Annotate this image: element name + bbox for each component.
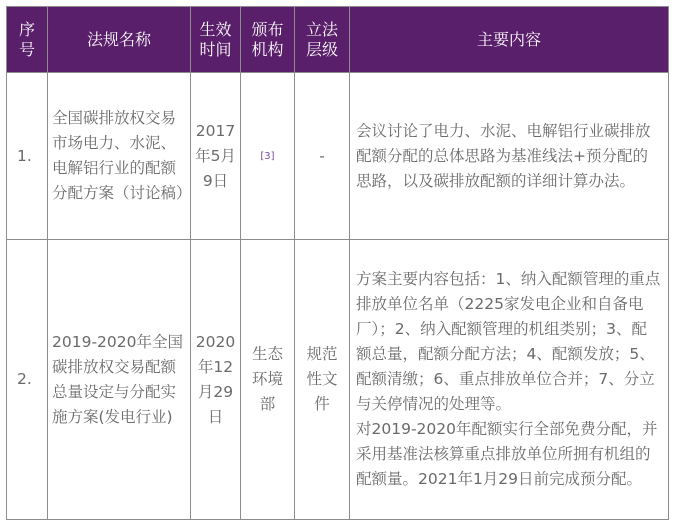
table-row — [7, 240, 669, 520]
row-name: 全国碳排放权交易市场电力、水泥、电解铝行业的配额分配方案（讨论稿） — [48, 73, 191, 240]
row-content: 会议讨论了电力、水泥、电解铝行业碳排放配额分配的总体思路为基准线法+预分配的思路，以及碳排放配额的详细计算办法。 — [350, 73, 669, 240]
table-row — [7, 73, 669, 240]
header-level: 立法 层级 — [295, 7, 350, 73]
header-name: 法规名称 — [48, 7, 191, 73]
row-index: 1. — [7, 73, 48, 240]
header-content: 主要内容 — [350, 7, 669, 73]
row-content: 方案主要内容包括：1、纳入配额管理的重点排放单位名单（2225家发电企业和自备电厂）；2、纳入配额管理的机组类别；3、配额总量，配额分配方法；4、配额发放；5、配额清缴；6、重点排放单位合并；7、分立与关停情况的处理等。 对2019-2020年配额实行全部免费分配，并采用基准法核算重点排放单位所拥有机组的配额量。2021年1月29日前完成预分配。 — [350, 240, 669, 520]
row-name: 2019-2020年全国碳排放权交易配额总量设定与分配实施方案(发电行业) — [48, 240, 191, 520]
regulations-table — [6, 6, 669, 520]
row-level: - — [295, 73, 350, 240]
reference-link[interactable]: [3] — [260, 150, 275, 162]
header-date: 生效 时间 — [191, 7, 241, 73]
row-org — [241, 73, 295, 240]
header-index: 序 号 — [7, 7, 48, 73]
row-org: 生态 环境 部 — [241, 240, 295, 520]
row-level: 规范 性文 件 — [295, 240, 350, 520]
table-header-row — [7, 7, 669, 73]
row-date: 2017 年5月 9日 — [191, 73, 241, 240]
header-org: 颁布 机构 — [241, 7, 295, 73]
row-date: 2020 年12 月29 日 — [191, 240, 241, 520]
row-index: 2. — [7, 240, 48, 520]
